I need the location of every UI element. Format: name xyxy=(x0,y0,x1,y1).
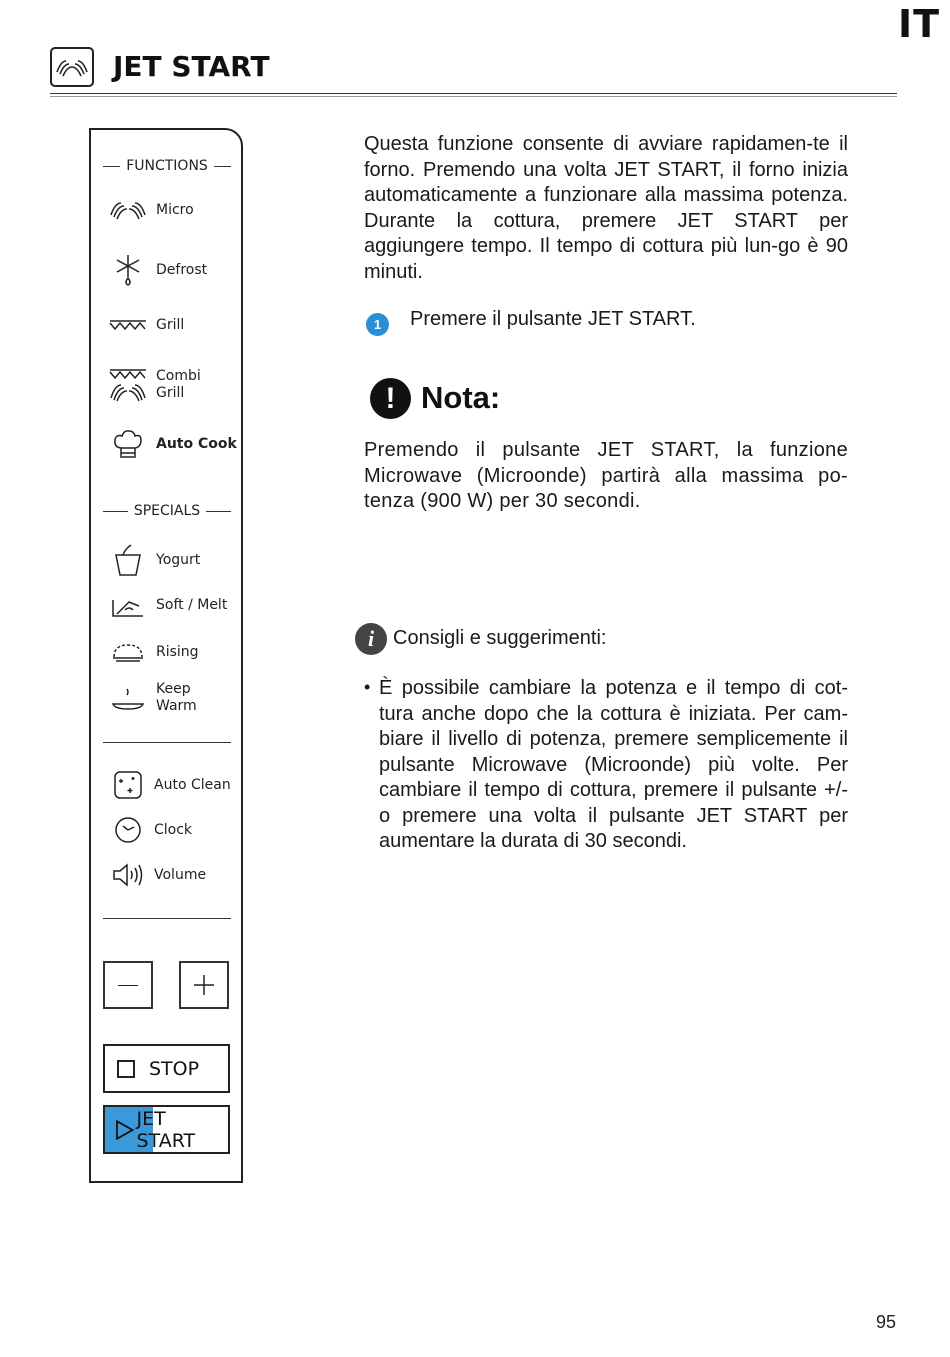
grill-zigzag-icon xyxy=(109,308,147,342)
sparkle-square-icon xyxy=(109,768,147,802)
rising-dough-icon xyxy=(109,635,147,669)
intro-paragraph: Questa funzione consente di avviare rapidamen-te il forno. Premendo una volta JET START, il forno inizia automaticamente a funzionare alla massima potenza. Durante la cottura, premere JET START per aggiungere tempo. Il tempo di cottura più lun-go è 90 minuti. xyxy=(364,133,848,283)
bullet: • xyxy=(364,677,371,697)
page-number: 95 xyxy=(875,1312,896,1332)
plus-button[interactable] xyxy=(179,961,229,1009)
clock-button[interactable]: Clock xyxy=(109,813,239,847)
note-paragraph: Premendo il pulsante JET START, la funzione Microwave (Microonde) partirà alla massima po-tenza (900 W) per 30 secondi. xyxy=(364,439,848,512)
soft-melt-button[interactable]: Soft / Melt xyxy=(109,588,239,622)
title-rule xyxy=(50,93,897,94)
minus-icon xyxy=(118,985,138,986)
specials-header: SPECIALS xyxy=(103,503,231,519)
rising-button[interactable]: Rising xyxy=(109,635,239,669)
panel-divider xyxy=(103,742,231,743)
auto-clean-button[interactable]: Auto Clean xyxy=(109,768,239,802)
keep-warm-plate-icon xyxy=(109,681,147,715)
note-title: Nota: xyxy=(421,380,501,415)
microwave-waves-icon xyxy=(50,47,94,87)
defrost-button[interactable]: Defrost xyxy=(109,253,239,287)
jet-start-button[interactable]: JET START xyxy=(103,1105,230,1154)
speaker-icon xyxy=(109,858,147,892)
functions-header: FUNCTIONS xyxy=(103,158,231,174)
step-number-badge: 1 xyxy=(366,313,389,336)
chef-hat-icon xyxy=(109,427,147,461)
plus-icon xyxy=(193,974,215,996)
page-title: JET START xyxy=(113,50,270,83)
combi-grill-button[interactable]: Combi Grill xyxy=(109,368,239,402)
combi-grill-icon xyxy=(109,368,147,402)
soft-melt-icon xyxy=(109,588,147,622)
step-text: Premere il pulsante JET START. xyxy=(410,308,696,330)
title-rule-shadow xyxy=(50,96,897,97)
stop-square-icon xyxy=(117,1060,135,1078)
keep-warm-button[interactable]: Keep Warm xyxy=(109,681,239,715)
control-panel xyxy=(89,128,243,1183)
language-tag: IT xyxy=(897,2,940,46)
volume-button[interactable]: Volume xyxy=(109,858,239,892)
panel-divider xyxy=(103,918,231,919)
play-icon xyxy=(115,1119,135,1141)
grill-button[interactable]: Grill xyxy=(109,308,239,342)
micro-button[interactable]: Micro xyxy=(109,193,239,227)
microwave-waves-icon xyxy=(109,193,147,227)
minus-button[interactable] xyxy=(103,961,153,1009)
auto-cook-button[interactable]: Auto Cook xyxy=(109,427,239,461)
stop-button[interactable]: STOP xyxy=(103,1044,230,1093)
tips-title: Consigli e suggerimenti: xyxy=(393,627,607,649)
yogurt-cup-icon xyxy=(109,543,147,577)
exclamation-icon: ! xyxy=(370,378,411,419)
snowflake-drop-icon xyxy=(109,253,147,287)
clock-icon xyxy=(109,813,147,847)
tips-paragraph: È possibile cambiare la potenza e il tempo di cot-tura anche dopo che la cottura è iniziata. Per cam-biare il livello di potenza, premere semplicemente il pulsante Microwave (Microonde) più volte. Per cambiare il tempo di cottura, premere il pulsante +/- o premere una volta il pulsante JET START per aumentare la durata di 30 secondi. xyxy=(379,677,848,852)
info-icon: i xyxy=(355,623,387,655)
yogurt-button[interactable]: Yogurt xyxy=(109,543,239,577)
